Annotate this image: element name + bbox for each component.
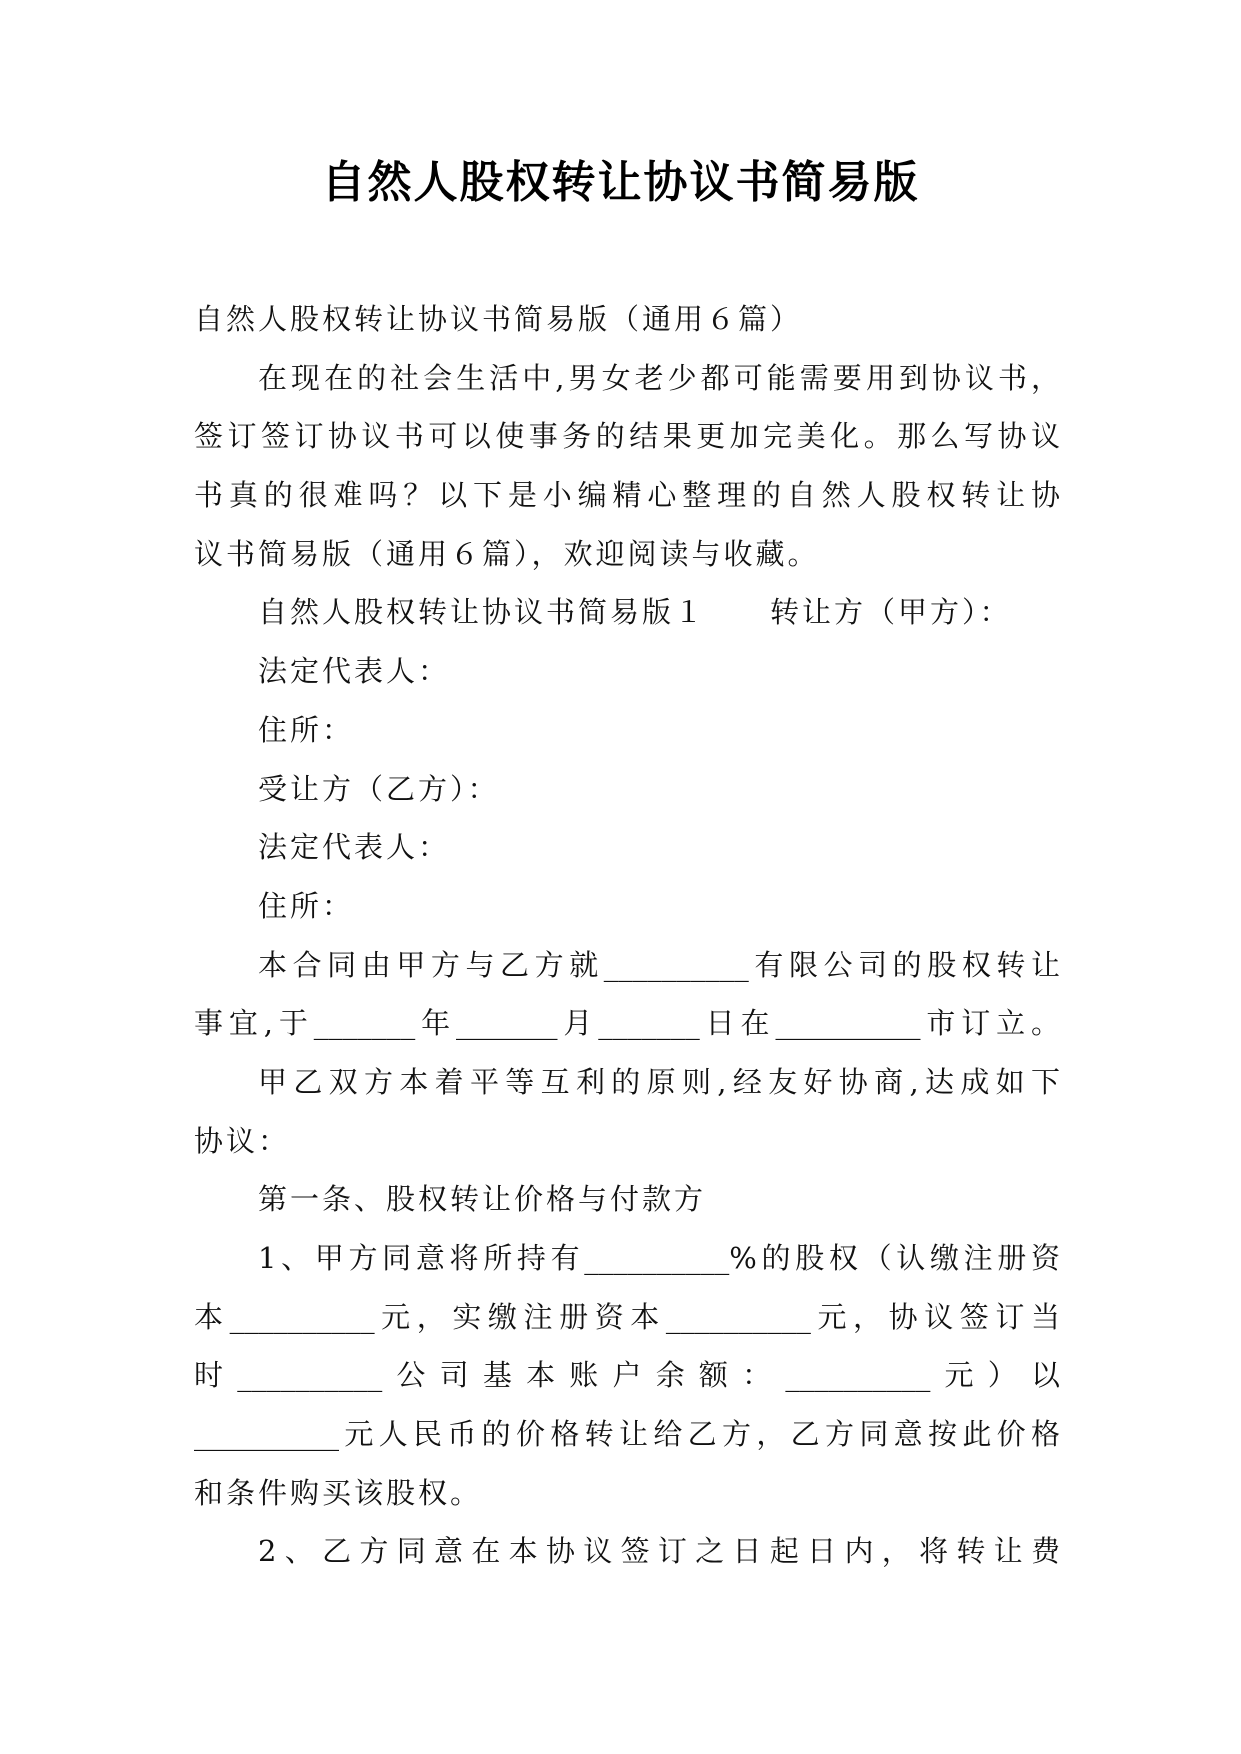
clause-one-paragraph (194, 1229, 1060, 1522)
text-line: 甲乙双方本着平等互利的原则,经友好协商,达成如下 (258, 1064, 1060, 1099)
text-line: 协议： (194, 1123, 291, 1158)
text-line: 第一条、股权转让价格与付款方 (258, 1182, 707, 1217)
text-line: 法定代表人： (258, 830, 451, 865)
text-line: 议书简易版（通用６篇），欢迎阅读与收藏。 (194, 536, 820, 571)
text-line: 2、乙方同意在本协议签订之日起日内，将转让费 (258, 1534, 1060, 1569)
text-line: 住所： (258, 888, 355, 923)
transferee-representative-field (194, 818, 1060, 877)
contract-basis-paragraph (194, 936, 1060, 1053)
clause-two-paragraph (194, 1522, 1060, 1581)
transferor-address-field (194, 701, 1060, 760)
text-line: 自然人股权转让协议书简易版（通用６篇） (194, 302, 803, 336)
text-line: 自然人股权转让协议书简易版１ 转让方（甲方）： (258, 595, 1012, 630)
document-subtitle-paragraph (194, 290, 1060, 349)
text-line: 住所： (258, 712, 355, 747)
document-body (194, 290, 1060, 1581)
text-line: 本__________元，实缴注册资本__________元，协议签订当 (194, 1299, 1060, 1334)
article-one-heading (194, 1170, 1060, 1229)
text-line: 法定代表人： (258, 654, 451, 689)
text-line: 签订签订协议书可以使事务的结果更加完美化。那么写协议 (194, 419, 1060, 454)
intro-paragraph (194, 349, 1060, 584)
section-heading-transferor (194, 583, 1060, 642)
document-title: 自然人股权转让协议书简易版 (321, 157, 920, 208)
transferee-address-field (194, 877, 1060, 936)
transferee-field (194, 760, 1060, 819)
text-line: 本合同由甲方与乙方就__________有限公司的股权转让 (258, 947, 1060, 982)
text-line: 书真的很难吗？以下是小编精心整理的自然人股权转让协 (194, 478, 1060, 513)
text-line: 和条件购买该股权。 (194, 1475, 483, 1510)
agreement-principle-paragraph (194, 1053, 1060, 1170)
text-line: 时__________公司基本账户余额：__________元）以 (194, 1358, 1060, 1393)
text-line: 1、甲方同意将所持有__________%的股权（认缴注册资 (258, 1241, 1060, 1275)
transferor-representative-field (194, 642, 1060, 701)
text-line: 事宜,于_______年_______月_______日在__________市订立。 (194, 1006, 1060, 1041)
text-line: __________元人民币的价格转让给乙方，乙方同意按此价格 (194, 1417, 1060, 1452)
text-line: 受让方（乙方）： (258, 771, 500, 806)
text-line: 在现在的社会生活中,男女老少都可能需要用到协议书， (258, 360, 1060, 395)
